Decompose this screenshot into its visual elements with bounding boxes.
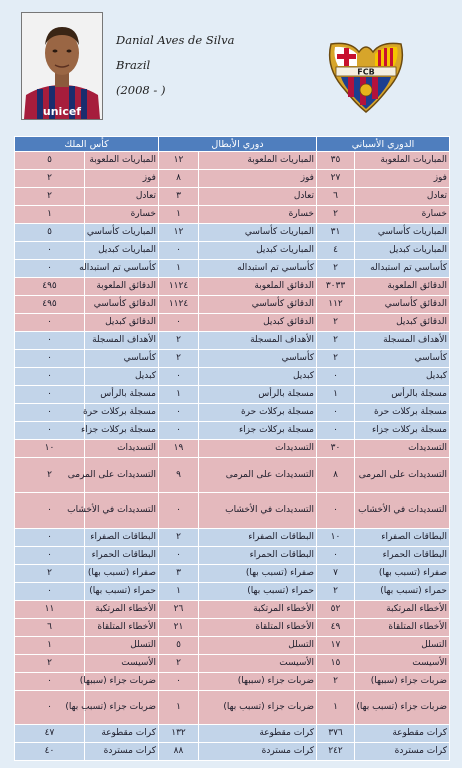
la-liga-label: المباريات كأساسي — [355, 224, 450, 242]
kings-cup-label: المباريات كبديل — [85, 242, 159, 260]
kings-cup-value: ٠ — [15, 404, 85, 422]
champions-league-label: البطاقات الحمراء — [199, 547, 317, 565]
table-row — [15, 368, 450, 386]
kings-cup-value: ٠ — [15, 583, 85, 601]
kings-cup-value: ٢ — [15, 188, 85, 206]
kings-cup-label: الأهداف المسجلة — [85, 332, 159, 350]
la-liga-label: كبديل — [355, 368, 450, 386]
champions-league-label: التسديدات في الأخشاب — [199, 493, 317, 529]
table-row — [15, 725, 450, 743]
champions-league-label: كأساسي تم استبداله — [199, 260, 317, 278]
champions-league-value: ٠ — [159, 314, 199, 332]
champions-league-value: ١١٢٤ — [159, 278, 199, 296]
champions-league-value: ٣ — [159, 188, 199, 206]
champions-league-value: ٢ — [159, 332, 199, 350]
kings-cup-label: البطاقات الحمراء — [85, 547, 159, 565]
table-row — [15, 404, 450, 422]
stats-body — [15, 152, 450, 761]
table-row — [15, 296, 450, 314]
la-liga-label: كرات مستردة — [355, 743, 450, 761]
table-row — [15, 547, 450, 565]
champions-league-label: الدقائق كبديل — [199, 314, 317, 332]
kings-cup-value: ١ — [15, 206, 85, 224]
la-liga-value: ١٧ — [317, 637, 355, 655]
la-liga-value: ٢٧ — [317, 170, 355, 188]
la-liga-label: كأساسي — [355, 350, 450, 368]
la-liga-value: ٠ — [317, 493, 355, 529]
kings-cup-value: ٠ — [15, 422, 85, 440]
champions-league-value: ٠ — [159, 368, 199, 386]
champions-league-value: ٠ — [159, 493, 199, 529]
kings-cup-value: ٠ — [15, 691, 85, 725]
champions-league-value: ١٩ — [159, 440, 199, 458]
la-liga-label: مسجلة بركلات حرة — [355, 404, 450, 422]
kings-cup-value: ١١ — [15, 601, 85, 619]
la-liga-label: ضربات جزاء (تسبب بها) — [355, 691, 450, 725]
la-liga-value: ٠ — [317, 547, 355, 565]
champions-league-label: ضربات جزاء (سببها) — [199, 673, 317, 691]
champions-league-label: المباريات الملعوبة — [199, 152, 317, 170]
kings-cup-label: الدقائق كبديل — [85, 314, 159, 332]
table-row — [15, 242, 450, 260]
player-photo — [21, 12, 103, 120]
kings-cup-label: الأخطاء المرتكبة — [85, 601, 159, 619]
la-liga-value: ٢ — [317, 332, 355, 350]
la-liga-value: ١٥ — [317, 655, 355, 673]
champions-league-value: ١ — [159, 260, 199, 278]
champions-league-value: ١ — [159, 206, 199, 224]
kings-cup-value: ٢ — [15, 565, 85, 583]
champions-league-label: الدقائق الملعوبة — [199, 278, 317, 296]
kings-cup-label: كأساسي تم استبداله — [85, 260, 159, 278]
champions-league-value: ١ — [159, 386, 199, 404]
kings-cup-value: ٠ — [15, 332, 85, 350]
kings-cup-value: ٤٧ — [15, 725, 85, 743]
champions-league-value: ٨ — [159, 170, 199, 188]
kings-cup-label: مسجلة بركلات جزاء — [85, 422, 159, 440]
table-row — [15, 565, 450, 583]
la-liga-value: ٣٥ — [317, 152, 355, 170]
kings-cup-value: ٠ — [15, 673, 85, 691]
champions-league-label: الأخطاء المتلقاة — [199, 619, 317, 637]
champions-league-label: مسجلة بالرأس — [199, 386, 317, 404]
la-liga-value: ٢ — [317, 314, 355, 332]
champions-league-value: ٠ — [159, 242, 199, 260]
kings-cup-value: ٠ — [15, 493, 85, 529]
kings-cup-value: ٠ — [15, 260, 85, 278]
kings-cup-label: كبديل — [85, 368, 159, 386]
la-liga-value: ٣٠٣٣ — [317, 278, 355, 296]
la-liga-label: فوز — [355, 170, 450, 188]
la-liga-value: ٤ — [317, 242, 355, 260]
fcb-club-logo — [321, 38, 411, 114]
champions-league-value: ٣ — [159, 565, 199, 583]
la-liga-value: ٢ — [317, 206, 355, 224]
champions-league-value: ٠ — [159, 547, 199, 565]
kings-cup-value: ٠ — [15, 242, 85, 260]
kings-cup-label: التسديدات على المرمى — [85, 458, 159, 493]
kings-cup-value: ٢ — [15, 458, 85, 493]
table-row — [15, 440, 450, 458]
player-years: (2008 - ) — [116, 83, 166, 97]
champions-league-value: ١٢ — [159, 224, 199, 242]
la-liga-label: المباريات كبديل — [355, 242, 450, 260]
champions-league-label: كبديل — [199, 368, 317, 386]
header-kings-cup: كأس الملك — [15, 137, 159, 152]
table-row — [15, 350, 450, 368]
la-liga-label: الأخطاء المرتكبة — [355, 601, 450, 619]
la-liga-value: ٢ — [317, 260, 355, 278]
kings-cup-value: ١٠ — [15, 440, 85, 458]
la-liga-value: ١٠ — [317, 529, 355, 547]
kings-cup-value: ٦ — [15, 619, 85, 637]
table-row — [15, 655, 450, 673]
table-row — [15, 278, 450, 296]
kings-cup-label: الأسيست — [85, 655, 159, 673]
table-row — [15, 152, 450, 170]
la-liga-label: الدقائق كأساسي — [355, 296, 450, 314]
kings-cup-label: خسارة — [85, 206, 159, 224]
la-liga-label: البطاقات الحمراء — [355, 547, 450, 565]
kings-cup-label: مسجلة بالرأس — [85, 386, 159, 404]
la-liga-value: ٢ — [317, 673, 355, 691]
la-liga-value: ٠ — [317, 422, 355, 440]
logo-text: FCB — [357, 67, 375, 77]
kings-cup-label: فوز — [85, 170, 159, 188]
champions-league-label: صفراء (تسبب بها) — [199, 565, 317, 583]
champions-league-label: التسديدات على المرمى — [199, 458, 317, 493]
champions-league-value: ٥ — [159, 637, 199, 655]
la-liga-value: ٧ — [317, 565, 355, 583]
la-liga-label: الأخطاء المتلقاة — [355, 619, 450, 637]
kings-cup-label: كرات مقطوعة — [85, 725, 159, 743]
kings-cup-value: ٠ — [15, 314, 85, 332]
la-liga-value: ٠ — [317, 404, 355, 422]
la-liga-value: ٨ — [317, 458, 355, 493]
kings-cup-value: ٥ — [15, 224, 85, 242]
champions-league-label: التسلل — [199, 637, 317, 655]
table-row — [15, 601, 450, 619]
kings-cup-label: كرات مستردة — [85, 743, 159, 761]
champions-league-label: كأساسي — [199, 350, 317, 368]
champions-league-label: مسجلة بركلات حرة — [199, 404, 317, 422]
la-liga-label: مسجلة بركلات جزاء — [355, 422, 450, 440]
kings-cup-label: ضربات جزاء (سببها) — [85, 673, 159, 691]
kings-cup-label: المباريات كأساسي — [85, 224, 159, 242]
champions-league-label: خسارة — [199, 206, 317, 224]
kings-cup-label: التسديدات في الأخشاب — [85, 493, 159, 529]
champions-league-label: كرات مستردة — [199, 743, 317, 761]
kings-cup-label: صفراء (تسبب بها) — [85, 565, 159, 583]
la-liga-value: ٢ — [317, 350, 355, 368]
la-liga-label: الدقائق كبديل — [355, 314, 450, 332]
champions-league-label: المباريات كأساسي — [199, 224, 317, 242]
table-row — [15, 386, 450, 404]
la-liga-label: التسديدات على المرمى — [355, 458, 450, 493]
champions-league-value: ٢ — [159, 655, 199, 673]
table-row — [15, 422, 450, 440]
kings-cup-label: المباريات الملعوبة — [85, 152, 159, 170]
champions-league-value: ٢ — [159, 350, 199, 368]
la-liga-value: ٣١ — [317, 224, 355, 242]
kings-cup-value: ٤٠ — [15, 743, 85, 761]
la-liga-value: ٢٤٢ — [317, 743, 355, 761]
table-row — [15, 332, 450, 350]
la-liga-label: ضربات جزاء (سببها) — [355, 673, 450, 691]
la-liga-label: الدقائق الملعوبة — [355, 278, 450, 296]
champions-league-value: ٩ — [159, 458, 199, 493]
champions-league-value: ٢ — [159, 529, 199, 547]
table-row — [15, 493, 450, 529]
champions-league-value: ٢١ — [159, 619, 199, 637]
champions-league-label: الأهداف المسجلة — [199, 332, 317, 350]
kings-cup-value: ٠ — [15, 547, 85, 565]
champions-league-label: الأسيست — [199, 655, 317, 673]
la-liga-label: خسارة — [355, 206, 450, 224]
player-name: Danial Aves de Silva — [116, 33, 235, 47]
table-row — [15, 224, 450, 242]
table-row — [15, 637, 450, 655]
table-row — [15, 583, 450, 601]
table-row — [15, 206, 450, 224]
stats-table — [14, 136, 450, 761]
player-portrait-image — [22, 13, 102, 119]
kings-cup-value: ٢ — [15, 170, 85, 188]
champions-league-value: ٢٦ — [159, 601, 199, 619]
kings-cup-label: تعادل — [85, 188, 159, 206]
la-liga-value: ٣٧٦ — [317, 725, 355, 743]
la-liga-value: ٢ — [317, 583, 355, 601]
kings-cup-label: التسلل — [85, 637, 159, 655]
la-liga-label: المباريات الملعوبة — [355, 152, 450, 170]
table-row — [15, 619, 450, 637]
kings-cup-value: ٤٩٥ — [15, 296, 85, 314]
table-row — [15, 260, 450, 278]
table-row — [15, 691, 450, 725]
la-liga-label: الأسيست — [355, 655, 450, 673]
la-liga-label: حمراء (تسبب بها) — [355, 583, 450, 601]
kings-cup-label: حمراء (تسبب بها) — [85, 583, 159, 601]
champions-league-value: ٠ — [159, 422, 199, 440]
table-row — [15, 529, 450, 547]
champions-league-value: ١٢ — [159, 152, 199, 170]
champions-league-value: ٠ — [159, 404, 199, 422]
la-liga-label: البطاقات الصفراء — [355, 529, 450, 547]
header-la-liga: الدوري الأسباني — [317, 137, 450, 152]
kings-cup-value: ٥ — [15, 152, 85, 170]
la-liga-label: صفراء (تسبب بها) — [355, 565, 450, 583]
kings-cup-label: ضربات جزاء (تسبب بها) — [85, 691, 159, 725]
la-liga-label: مسجلة بالرأس — [355, 386, 450, 404]
kings-cup-label: البطاقات الصفراء — [85, 529, 159, 547]
table-header-row — [15, 137, 450, 152]
la-liga-label: التسلل — [355, 637, 450, 655]
champions-league-label: الدقائق كأساسي — [199, 296, 317, 314]
champions-league-value: ١ — [159, 583, 199, 601]
kings-cup-value: ٢ — [15, 655, 85, 673]
champions-league-label: تعادل — [199, 188, 317, 206]
table-row — [15, 743, 450, 761]
kings-cup-value: ١ — [15, 637, 85, 655]
champions-league-value: ١٣٢ — [159, 725, 199, 743]
la-liga-value: ٦ — [317, 188, 355, 206]
kings-cup-label: الأخطاء المتلقاة — [85, 619, 159, 637]
kings-cup-label: مسجلة بركلات حرة — [85, 404, 159, 422]
champions-league-label: كرات مقطوعة — [199, 725, 317, 743]
champions-league-label: التسديدات — [199, 440, 317, 458]
kings-cup-label: التسديدات — [85, 440, 159, 458]
header-champions-league: دوري الأبطال — [159, 137, 317, 152]
table-row — [15, 458, 450, 493]
player-country: Brazil — [116, 58, 151, 72]
la-liga-value: ١١٢ — [317, 296, 355, 314]
table-row — [15, 314, 450, 332]
champions-league-value: ٨٨ — [159, 743, 199, 761]
champions-league-label: فوز — [199, 170, 317, 188]
champions-league-label: الأخطاء المرتكبة — [199, 601, 317, 619]
kings-cup-value: ٠ — [15, 350, 85, 368]
player-info — [116, 28, 296, 103]
champions-league-label: حمراء (تسبب بها) — [199, 583, 317, 601]
kings-cup-value: ٠ — [15, 529, 85, 547]
table-row — [15, 188, 450, 206]
kings-cup-label: الدقائق الملعوبة — [85, 278, 159, 296]
table-row — [15, 673, 450, 691]
la-liga-label: التسديدات في الأخشاب — [355, 493, 450, 529]
champions-league-label: مسجلة بركلات جزاء — [199, 422, 317, 440]
kings-cup-label: الدقائق كأساسي — [85, 296, 159, 314]
la-liga-label: كأساسي تم استبداله — [355, 260, 450, 278]
la-liga-value: ٠ — [317, 368, 355, 386]
la-liga-value: ١ — [317, 386, 355, 404]
kings-cup-value: ٤٩٥ — [15, 278, 85, 296]
la-liga-label: كرات مقطوعة — [355, 725, 450, 743]
la-liga-label: تعادل — [355, 188, 450, 206]
kings-cup-label: كأساسي — [85, 350, 159, 368]
table-row — [15, 170, 450, 188]
sponsor-text: unicef — [42, 105, 82, 118]
champions-league-label: ضربات جزاء (تسبب بها) — [199, 691, 317, 725]
la-liga-value: ٤٩ — [317, 619, 355, 637]
la-liga-label: الأهداف المسجلة — [355, 332, 450, 350]
la-liga-label: التسديدات — [355, 440, 450, 458]
champions-league-value: ١ — [159, 691, 199, 725]
champions-league-value: ١١٢٤ — [159, 296, 199, 314]
la-liga-value: ٥٢ — [317, 601, 355, 619]
champions-league-value: ٠ — [159, 673, 199, 691]
champions-league-label: البطاقات الصفراء — [199, 529, 317, 547]
la-liga-value: ١ — [317, 691, 355, 725]
la-liga-value: ٣٠ — [317, 440, 355, 458]
kings-cup-value: ٠ — [15, 368, 85, 386]
champions-league-label: المباريات كبديل — [199, 242, 317, 260]
kings-cup-value: ٠ — [15, 386, 85, 404]
